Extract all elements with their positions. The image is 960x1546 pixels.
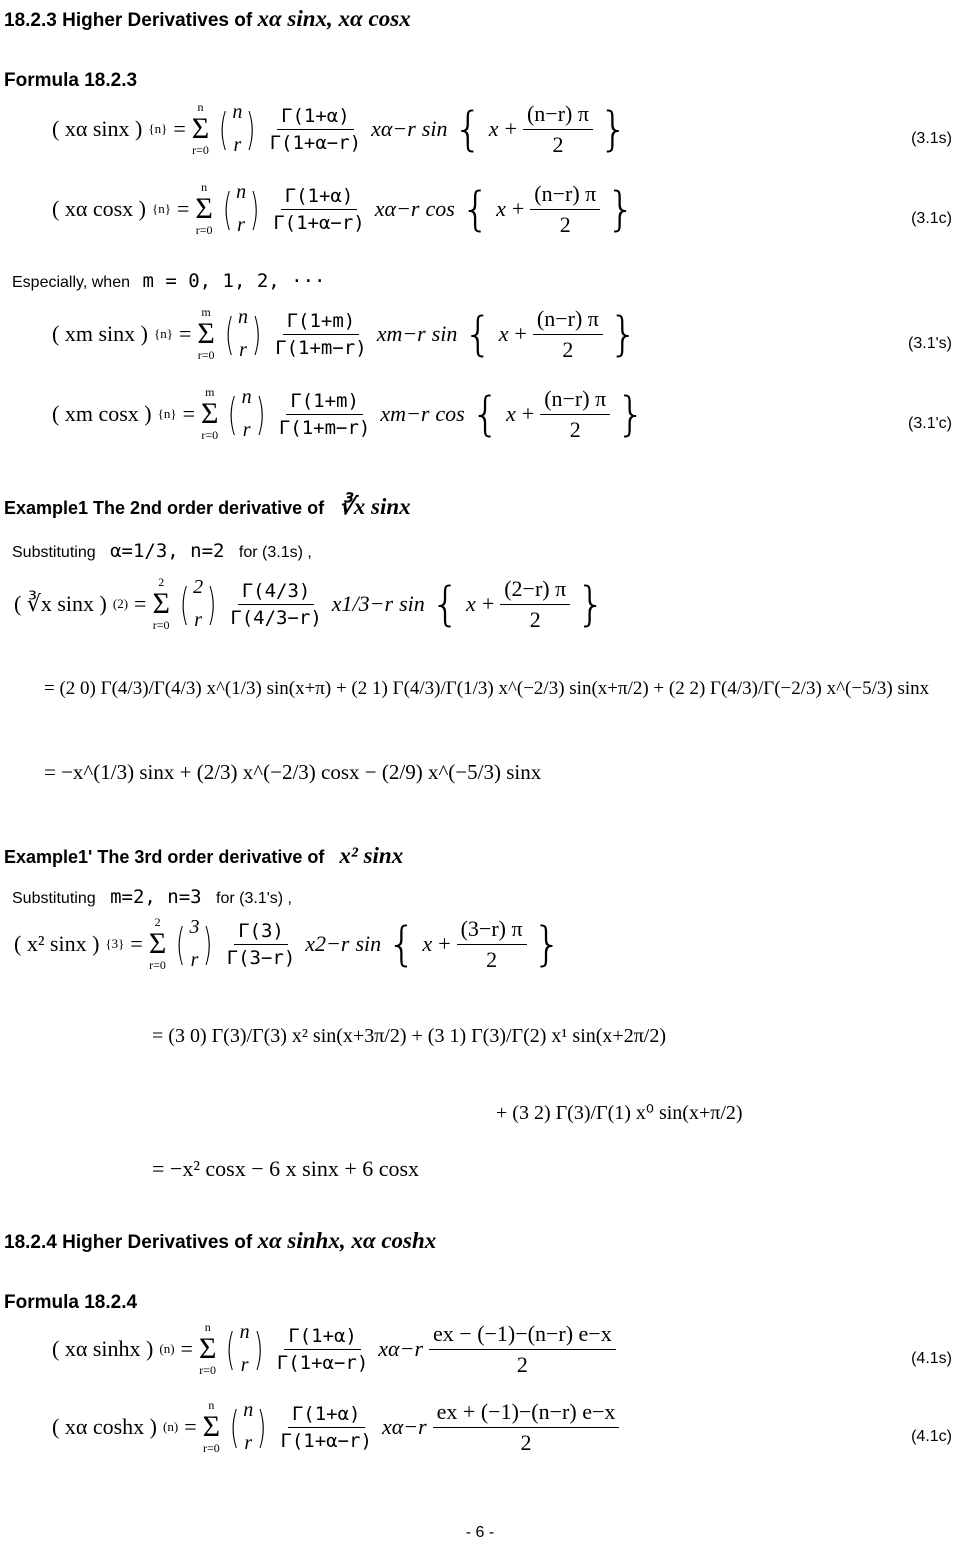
gamma-fraction: $\frac{\Gamma(1+\alpha)}{\Gamma(1+\alpha-r)}$: [269, 104, 362, 154]
binomial: ( n r ): [224, 306, 262, 361]
example1-substitution: Substituting α=1/3, n=2 for (3.1s) ,: [12, 540, 312, 562]
lhs: ( xα cosx ): [52, 196, 147, 221]
example1-line3: = −x^(1/3) sinx + (2/3) x^(−2/3) cosx − (2/9) x^(−5/3) sinx: [44, 760, 542, 784]
shift-fraction: $\frac{(2-r) \pi}{2}$: [500, 576, 570, 633]
example1p-substitution: Substituting m=2, n=3 for (3.1's) ,: [12, 886, 292, 908]
equation-number: (4.1c): [911, 1428, 952, 1445]
heading-text: 18.2.3 Higher Derivatives of: [4, 10, 253, 31]
sum-sign: n Σ r=0: [191, 100, 210, 157]
order: {n}: [152, 201, 171, 216]
example1p-line1: ( x² sinx ) {3} = 2 Σ r=0 ( 3 r ) $\frac{\Gamma(3)}{\Gamma(3-r)}$ x2−r sin { x + $\frac{(3-r) \pi}{2}$ }: [14, 915, 562, 972]
binomial: ( n r ): [226, 1321, 263, 1376]
order: {n}: [153, 326, 173, 341]
equation-number: (3.1s): [911, 130, 952, 147]
example1p-title-math: x² sinx: [339, 843, 404, 868]
shift-fraction: $\frac{(n-r) \pi}{2}$: [540, 386, 610, 443]
power: xα−r: [374, 196, 420, 221]
especially-math: m = 0, 1, 2, ···: [142, 270, 326, 292]
equation-3-1pc: ( xm cosx ) {n} = m Σ r=0 ( n r ) $\frac{\Gamma(1+m)}{\Gamma(1+m-r)}$ xm−r cos { x + $\frac{(n-r) \pi}{2}$ } (3.1'c): [52, 385, 952, 442]
order: {n}: [148, 121, 168, 136]
gamma-fraction: $\frac{\Gamma(1+\alpha)}{\Gamma(1+\alpha-r)}$: [280, 1402, 372, 1452]
example1p-line4: = −x² cosx − 6 x sinx + 6 cosx: [152, 1156, 420, 1181]
formula-title-1823: Formula 18.2.3: [4, 70, 138, 91]
sum-sign: n Σ r=0: [198, 1320, 217, 1377]
example1-line1: ( ∛x sinx ) (2) = 2 Σ r=0 ( 2 r ) $\frac{\Gamma(4/3)}{\Gamma(4/3-r)}$ x1/3−r sin { x + $\frac{(2-r) \pi}{2}$ }: [14, 575, 606, 632]
equation-4-1s: ( xα sinhx ) (n) = n Σ r=0 ( n r ) $\frac{\Gamma(1+\alpha)}{\Gamma(1+\alpha-r)}$ xα−r $\frac{ex - (-1)-(n-r) e-x}{2}$ (4.1s): [52, 1320, 952, 1377]
binomial: ( n r ): [219, 101, 256, 156]
gamma-fraction: $\frac{\Gamma(1+m)}{\Gamma(1+m-r)}$: [278, 389, 371, 439]
sum-sign: n Σ r=0: [202, 1398, 221, 1455]
equation-3-1s: ( xα sinx ) {n} = n Σ r=0 ( n r ) $\frac{\Gamma(1+\alpha)}{\Gamma(1+\alpha-r)}$ xα−r sin { x + $\frac{(n-r) \pi}{2}$ } (3.1s): [52, 100, 952, 157]
subst-math: α=1/3, n=2: [110, 540, 225, 562]
sum-sign: m Σ r=0: [201, 385, 219, 442]
example1p-title: Example1' The 3rd order derivative of x² sinx: [4, 843, 404, 868]
sum-sign: n Σ r=0: [195, 180, 213, 237]
heading-math: xα sinhx, xα coshx: [257, 1228, 437, 1253]
subst-math: m=2, n=3: [110, 886, 202, 908]
gamma-fraction: $\frac{\Gamma(1+m)}{\Gamma(1+m-r)}$: [275, 309, 367, 359]
equation-number: (3.1's): [908, 335, 952, 352]
sum-sign: m Σ r=0: [197, 305, 215, 362]
gamma-fraction: $\frac{\Gamma(1+\alpha)}{\Gamma(1+\alpha-r)}$: [273, 184, 365, 234]
equation-4-1c: ( xα coshx ) (n) = n Σ r=0 ( n r ) $\frac{\Gamma(1+\alpha)}{\Gamma(1+\alpha-r)}$ xα−r $\frac{ex + (-1)-(n-r) e-x}{2}$ (4.1c): [52, 1398, 952, 1455]
section-heading-1823: [4, 6, 411, 32]
lhs: ( xm cosx ): [52, 401, 152, 426]
lhs: ( xα sinx ): [52, 116, 143, 141]
shift-fraction: $\frac{(n-r) \pi}{2}$: [530, 181, 600, 238]
equation-number: (3.1c): [911, 210, 952, 227]
formula-title-1824: Formula 18.2.4: [4, 1292, 138, 1313]
exp-fraction: $\frac{ex + (-1)-(n-r) e-x}{2}$: [433, 1399, 620, 1456]
gamma-fraction: $\frac{\Gamma(3)}{\Gamma(3-r)}$: [226, 919, 296, 969]
example1-title: Example1 The 2nd order derivative of ∛x sinx: [4, 494, 411, 519]
power: xm−r: [380, 401, 430, 426]
equation-number: (4.1s): [911, 1350, 952, 1367]
binomial: ( n r ): [229, 1399, 267, 1454]
power: xm−r: [376, 321, 426, 346]
function: sin: [421, 116, 448, 141]
function: cos: [425, 196, 455, 221]
page-number: - 6 -: [465, 1524, 495, 1541]
sum-sign: 2 Σ r=0: [152, 575, 170, 632]
shift-fraction: $\frac{(n-r) \pi}{2}$: [533, 306, 603, 363]
equation-3-1ps: ( xm sinx ) {n} = m Σ r=0 ( n r ) $\frac{\Gamma(1+m)}{\Gamma(1+m-r)}$ xm−r sin { x + $\frac{(n-r) \pi}{2}$ } (3.1's): [52, 305, 952, 362]
lhs: ( xm sinx ): [52, 321, 148, 346]
example1p-line3: + (3 2) Γ(3)/Γ(1) x⁰ sin(x+π/2): [496, 1102, 743, 1124]
example1-line2: = (2 0) Γ(4/3)/Γ(4/3) x^(1/3) sin(x+π) + (2 1) Γ(4/3)/Γ(1/3) x^(−2/3) sin(x+π/2) + (2 2) Γ(4/3)/Γ(−2/3) x^(−5/3) sinx: [44, 678, 930, 699]
heading-math: xα sinx, xα cosx: [257, 6, 411, 31]
function: sin: [431, 321, 458, 346]
exp-fraction: $\frac{ex - (-1)-(n-r) e-x}{2}$: [429, 1321, 616, 1378]
binomial: ( n r ): [228, 386, 265, 441]
function: cos: [435, 401, 465, 426]
example1-title-math: ∛x sinx: [339, 494, 411, 519]
especially-line: Especially, when m = 0, 1, 2, ···: [12, 270, 326, 292]
shift-fraction: $\frac{(n-r) \pi}{2}$: [523, 101, 593, 158]
sum-sign: 2 Σ r=0: [148, 915, 167, 972]
shift-fraction: $\frac{(3-r) \pi}{2}$: [457, 916, 527, 973]
section-heading-1824: 18.2.4 Higher Derivatives of xα sinhx, xα coshx: [4, 1228, 437, 1253]
equation-3-1c: ( xα cosx ) {n} = n Σ r=0 ( n r ) $\frac{\Gamma(1+\alpha)}{\Gamma(1+\alpha-r)}$ xα−r cos { x + $\frac{(n-r) \pi}{2}$ } (3.1c): [52, 180, 952, 237]
binomial: ( 3 r ): [176, 916, 213, 971]
example1p-line2: = (3 0) Γ(3)/Γ(3) x² sin(x+3π/2) + (3 1) Γ(3)/Γ(2) x¹ sin(x+2π/2): [152, 1025, 667, 1047]
binomial: ( 2 r ): [179, 576, 217, 631]
gamma-fraction: $\frac{\Gamma(4/3)}{\Gamma(4/3-r)}$: [230, 579, 322, 629]
binomial: ( n r ): [222, 181, 260, 236]
equation-number: (3.1'c): [908, 415, 952, 432]
power: xα−r: [371, 116, 416, 141]
order: {n}: [157, 406, 177, 421]
gamma-fraction: $\frac{\Gamma(1+\alpha)}{\Gamma(1+\alpha-r)}$: [276, 1324, 369, 1374]
